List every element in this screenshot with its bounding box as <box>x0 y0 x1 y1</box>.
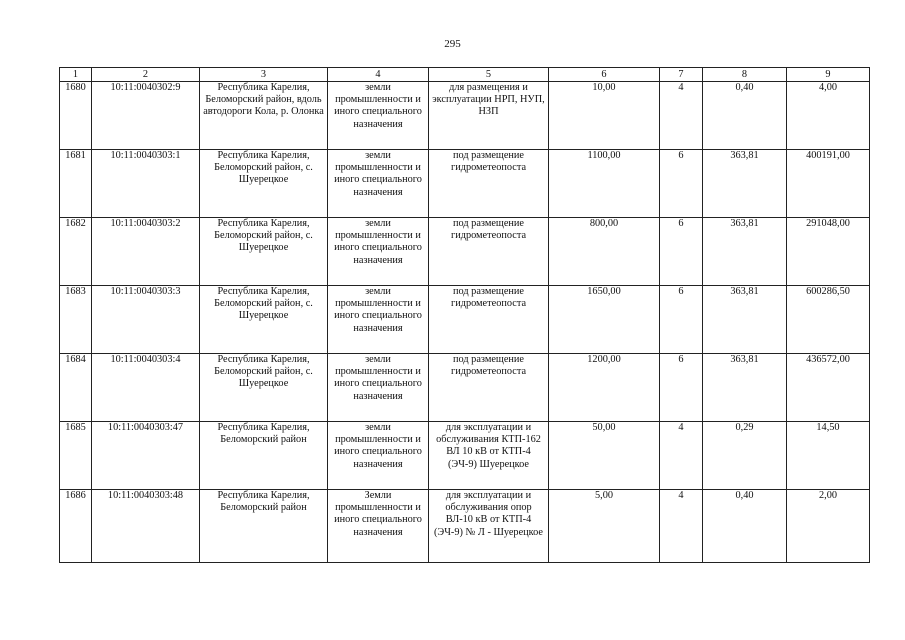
specific-value-cell: 363,81 <box>703 286 787 354</box>
land-category-cell: земли промышленности и иного специального назначения <box>328 82 429 150</box>
group-cell: 6 <box>660 286 703 354</box>
group-cell: 6 <box>660 354 703 422</box>
row-number-cell: 1681 <box>60 150 92 218</box>
row-number-cell: 1680 <box>60 82 92 150</box>
table-row <box>60 82 870 150</box>
area-cell: 5,00 <box>549 490 660 563</box>
permitted-use-cell: под размещение гидрометеопоста <box>429 286 549 354</box>
header-cell: 2 <box>92 68 200 82</box>
table-row <box>60 150 870 218</box>
address-cell: Республика Карелия, Беломорский район, с. Шуерецкое <box>200 218 328 286</box>
cadastral-number-cell: 10:11:0040302:9 <box>92 82 200 150</box>
address-cell: Республика Карелия, Беломорский район, вдоль автодороги Кола, р. Олонка <box>200 82 328 150</box>
cadastral-number-cell: 10:11:0040303:48 <box>92 490 200 563</box>
address-cell: Республика Карелия, Беломорский район <box>200 422 328 490</box>
land-category-cell: Земли промышленности и иного специального назначения <box>328 490 429 563</box>
table-row <box>60 218 870 286</box>
specific-value-cell: 363,81 <box>703 354 787 422</box>
area-cell: 1200,00 <box>549 354 660 422</box>
area-cell: 1100,00 <box>549 150 660 218</box>
permitted-use-cell: под размещение гидрометеопоста <box>429 218 549 286</box>
permitted-use-cell: для эксплуатации и обслуживания опор ВЛ-10 кВ от КТП-4 (ЭЧ-9) № Л - Шуерецкое <box>429 490 549 563</box>
table-row <box>60 422 870 490</box>
group-cell: 4 <box>660 490 703 563</box>
land-category-cell: земли промышленности и иного специального назначения <box>328 286 429 354</box>
area-cell: 50,00 <box>549 422 660 490</box>
header-cell: 3 <box>200 68 328 82</box>
land-category-cell: земли промышленности и иного специального назначения <box>328 422 429 490</box>
land-category-cell: земли промышленности и иного специального назначения <box>328 218 429 286</box>
header-cell: 4 <box>328 68 429 82</box>
specific-value-cell: 363,81 <box>703 218 787 286</box>
address-cell: Республика Карелия, Беломорский район, с. Шуерецкое <box>200 150 328 218</box>
cadastral-number-cell: 10:11:0040303:3 <box>92 286 200 354</box>
header-cell: 5 <box>429 68 549 82</box>
cadastral-number-cell: 10:11:0040303:4 <box>92 354 200 422</box>
group-cell: 4 <box>660 82 703 150</box>
permitted-use-cell: под размещение гидрометеопоста <box>429 354 549 422</box>
table-row <box>60 354 870 422</box>
row-number-cell: 1686 <box>60 490 92 563</box>
group-cell: 4 <box>660 422 703 490</box>
cadastral-number-cell: 10:11:0040303:47 <box>92 422 200 490</box>
land-category-cell: земли промышленности и иного специального назначения <box>328 150 429 218</box>
permitted-use-cell: для эксплуатации и обслуживания КТП-162 ВЛ 10 кВ от КТП-4 (ЭЧ-9) Шуерецкое <box>429 422 549 490</box>
table-header-row <box>60 68 870 82</box>
cadastral-value-cell: 291048,00 <box>787 218 870 286</box>
address-cell: Республика Карелия, Беломорский район, с. Шуерецкое <box>200 286 328 354</box>
specific-value-cell: 0,40 <box>703 82 787 150</box>
specific-value-cell: 0,40 <box>703 490 787 563</box>
cadastral-value-cell: 436572,00 <box>787 354 870 422</box>
row-number-cell: 1683 <box>60 286 92 354</box>
address-cell: Республика Карелия, Беломорский район <box>200 490 328 563</box>
area-cell: 10,00 <box>549 82 660 150</box>
address-cell: Республика Карелия, Беломорский район, с. Шуерецкое <box>200 354 328 422</box>
row-number-cell: 1682 <box>60 218 92 286</box>
land-registry-table <box>59 67 870 563</box>
header-cell: 6 <box>549 68 660 82</box>
header-cell: 1 <box>60 68 92 82</box>
area-cell: 800,00 <box>549 218 660 286</box>
header-cell: 9 <box>787 68 870 82</box>
cadastral-value-cell: 14,50 <box>787 422 870 490</box>
row-number-cell: 1685 <box>60 422 92 490</box>
permitted-use-cell: под размещение гидрометеопоста <box>429 150 549 218</box>
group-cell: 6 <box>660 150 703 218</box>
header-cell: 7 <box>660 68 703 82</box>
permitted-use-cell: для размещения и эксплуатации НРП, НУП, НЗП <box>429 82 549 150</box>
group-cell: 6 <box>660 218 703 286</box>
area-cell: 1650,00 <box>549 286 660 354</box>
row-number-cell: 1684 <box>60 354 92 422</box>
cadastral-value-cell: 2,00 <box>787 490 870 563</box>
table-row <box>60 490 870 563</box>
cadastral-value-cell: 4,00 <box>787 82 870 150</box>
cadastral-value-cell: 400191,00 <box>787 150 870 218</box>
land-category-cell: земли промышленности и иного специального назначения <box>328 354 429 422</box>
page-number: 295 <box>444 38 461 50</box>
table-row <box>60 286 870 354</box>
header-cell: 8 <box>703 68 787 82</box>
specific-value-cell: 363,81 <box>703 150 787 218</box>
cadastral-number-cell: 10:11:0040303:2 <box>92 218 200 286</box>
cadastral-number-cell: 10:11:0040303:1 <box>92 150 200 218</box>
cadastral-value-cell: 600286,50 <box>787 286 870 354</box>
specific-value-cell: 0,29 <box>703 422 787 490</box>
